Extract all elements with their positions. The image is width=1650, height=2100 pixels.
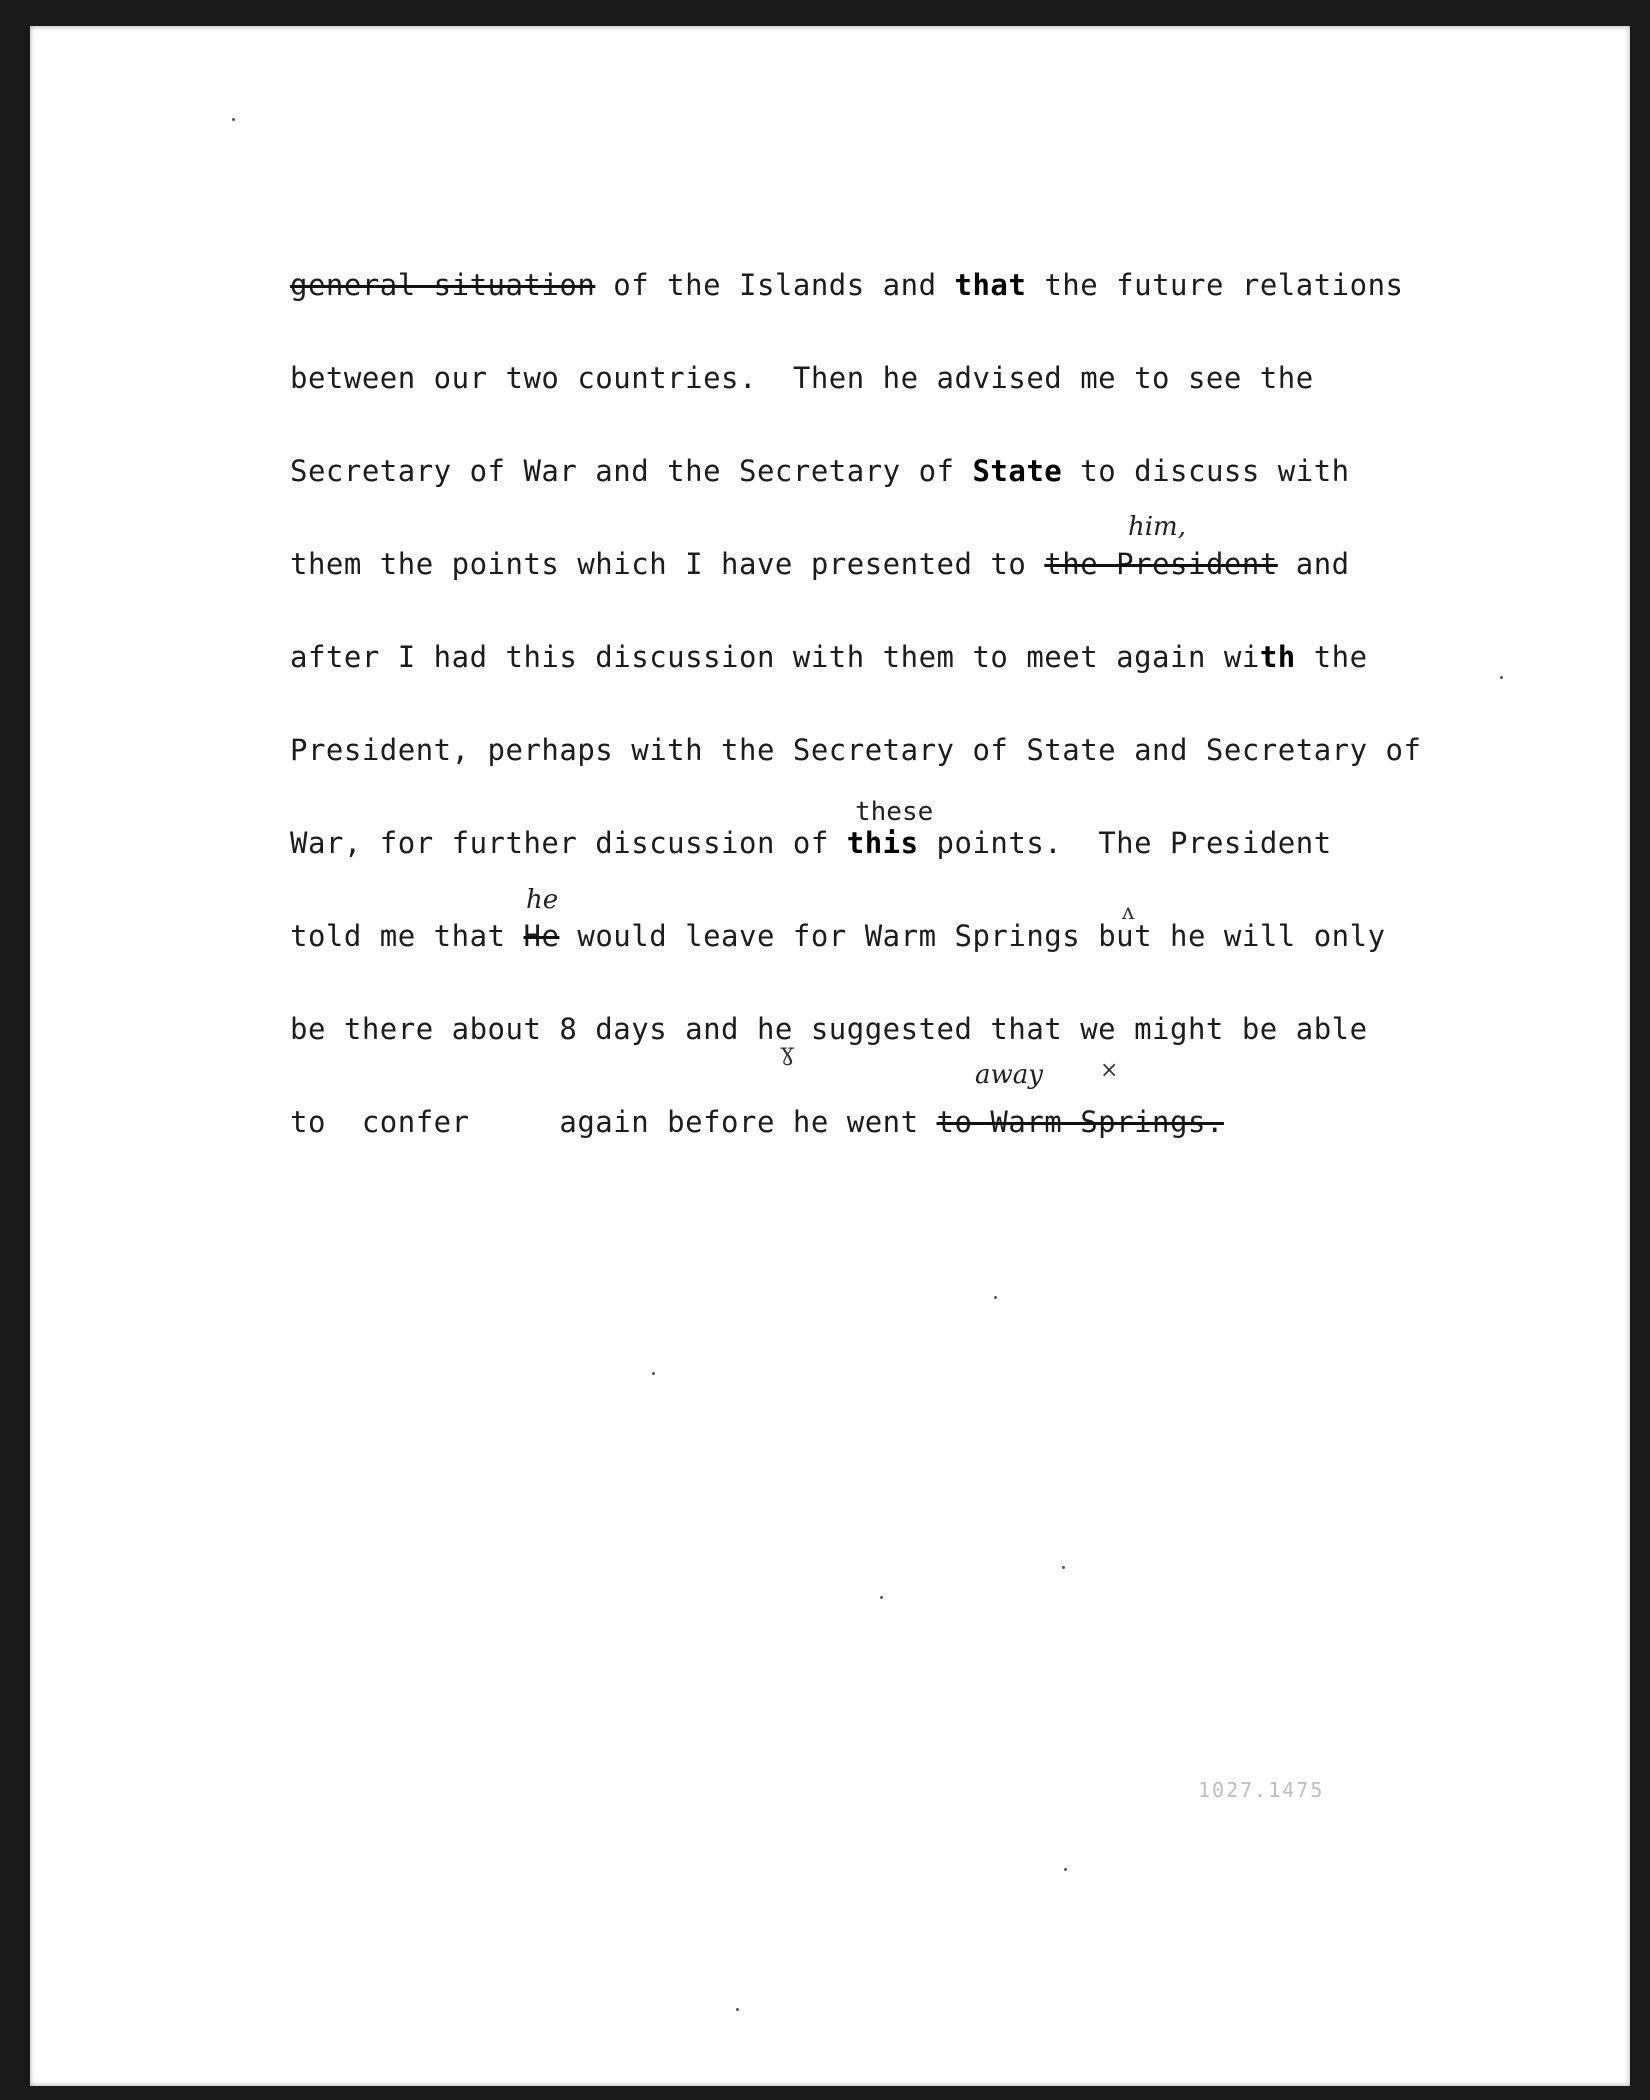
overtyped-text: th	[1259, 640, 1296, 674]
text-line-8: told me that He would leave for Warm Springs but he will only	[290, 919, 1386, 953]
text-line-3: Secretary of War and the Secretary of State to discuss with	[290, 454, 1350, 488]
caret-mark: ʌ	[1122, 900, 1135, 925]
strikethrough-text: He	[523, 919, 560, 953]
archive-stamp: 1027.1475	[1198, 1778, 1325, 1802]
scan-speck	[232, 118, 235, 121]
scan-speck	[652, 1372, 655, 1375]
strikethrough-text: general situation	[290, 268, 596, 302]
scan-speck	[1064, 1868, 1067, 1871]
overtyped-text: that	[954, 268, 1027, 302]
handwritten-insertion: he	[526, 885, 559, 915]
overtyped-text: this	[846, 826, 919, 860]
proofreading-mark: ɣ	[780, 1038, 795, 1066]
text-line-4: them the points which I have presented to the President and	[290, 547, 1350, 581]
typed-insertion: these	[855, 797, 934, 827]
scan-speck	[736, 2008, 739, 2011]
text-line-7: War, for further discussion of this points. The President	[290, 826, 1332, 860]
strikethrough-text: to Warm Springs.	[936, 1105, 1224, 1139]
text-line-2: between our two countries. Then he advised me to see the	[290, 361, 1314, 395]
text-line-5: after I had this discussion with them to meet again with the	[290, 640, 1368, 674]
scan-speck	[1500, 676, 1503, 679]
scan-speck	[880, 1596, 883, 1599]
text-line-6: President, perhaps with the Secretary of State and Secretary of	[290, 733, 1422, 767]
text-line-10: to confer again before he went to Warm Springs.	[290, 1105, 1224, 1139]
scan-speck	[994, 1296, 997, 1299]
scan-speck	[1062, 1566, 1065, 1569]
insertion-mark: ×	[1100, 1058, 1119, 1083]
strikethrough-text: the President	[1044, 547, 1278, 581]
handwritten-insertion: him,	[1128, 512, 1186, 542]
text-line-9: be there about 8 days and he suggested that we might be able	[290, 1012, 1368, 1046]
handwritten-insertion: away	[975, 1060, 1043, 1090]
overtyped-text: State	[972, 454, 1063, 488]
text-line-1: general situation of the Islands and that the future relations	[290, 268, 1404, 302]
document-page	[30, 26, 1630, 2086]
